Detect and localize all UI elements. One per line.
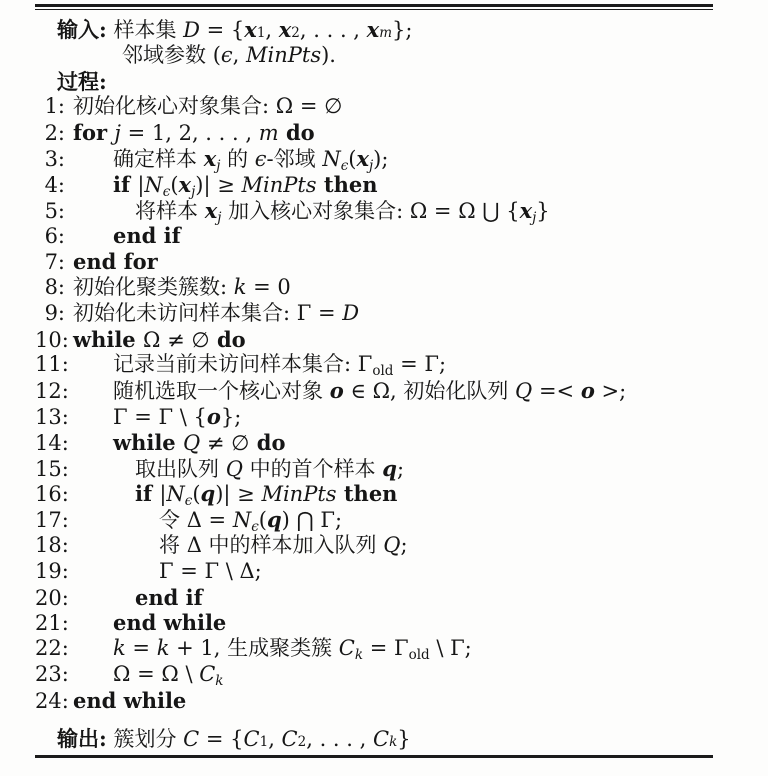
text-segment: Γ = Γ \ { [113, 404, 207, 429]
text-segment: D [183, 18, 200, 42]
algorithm-content [35, 10, 713, 751]
text-segment: then [336, 481, 398, 507]
line-number: 24: [35, 688, 69, 713]
line-number: 20: [35, 585, 69, 610]
algo-step-7 [35, 249, 713, 275]
line-content [73, 301, 359, 327]
text-segment: =< [532, 379, 581, 404]
text-segment: \ Γ; [429, 636, 472, 661]
top-rule-thick [35, 4, 713, 7]
text-segment: end if [135, 584, 203, 610]
line-content [73, 352, 446, 378]
text-segment: C [243, 726, 260, 751]
text-segment: D [342, 300, 360, 325]
line-content [73, 507, 342, 534]
algo-step-13 [35, 404, 713, 430]
algo-step-9 [35, 301, 713, 327]
text-segment: ); [373, 146, 389, 171]
subscript-segment: ϵ [251, 519, 259, 536]
algo-step-4 [35, 172, 713, 198]
text-segment: = Γ; [393, 352, 447, 377]
line-content [73, 688, 186, 715]
text-segment: ( [192, 482, 201, 507]
algo-step-23 [35, 662, 713, 688]
text-segment: MinPts [261, 482, 337, 507]
text-segment: x [204, 197, 218, 223]
text-segment: q [266, 507, 282, 533]
text-segment: 记录当前未访问样本集合: [113, 352, 358, 377]
text-segment: ( [348, 146, 357, 171]
text-segment: if [113, 171, 138, 197]
text-segment: -邻域 [266, 146, 323, 171]
text-segment: then [316, 171, 378, 197]
line-number: 14: [35, 430, 69, 455]
line-content [73, 585, 203, 612]
text-segment: k [233, 274, 247, 299]
text-segment: 确定样本 [113, 146, 204, 171]
line-number: 16: [35, 482, 69, 507]
text-segment: 初始化核心对象集合: [73, 94, 276, 119]
text-segment: C [372, 726, 390, 751]
subscript-segment: ϵ [184, 493, 193, 510]
text-segment: MinPts [246, 42, 322, 67]
subscript-segment: j [216, 157, 221, 174]
text-segment: N [166, 482, 185, 507]
text-segment: Ω = Ω \ [113, 661, 200, 686]
algo-step-3 [35, 146, 713, 172]
text-segment: 的 [220, 146, 255, 171]
text-segment: ; [396, 456, 405, 481]
text-segment: ) ⋂ Γ; [281, 508, 343, 533]
text-segment: C [281, 726, 298, 751]
line-content [73, 146, 388, 173]
text-segment: , [265, 18, 279, 42]
bottom-rule [35, 755, 713, 758]
subscript-segment: old [372, 363, 394, 380]
text-segment: ; [400, 532, 408, 557]
text-segment: x [356, 145, 369, 171]
text-segment: = Γ [363, 636, 409, 661]
text-segment: 邻域参数 [122, 42, 213, 67]
algo-step-16 [35, 481, 713, 510]
line-number: 9: [44, 300, 65, 325]
algo-step-21 [35, 610, 713, 636]
text-segment: q [382, 455, 397, 481]
line-number: 10: [35, 327, 69, 352]
text-segment: }; [392, 18, 413, 42]
text-segment: N [144, 172, 163, 197]
line-number: 17: [35, 508, 69, 533]
text-segment: = 0 [246, 274, 291, 299]
text-segment: if [135, 481, 160, 507]
text-segment: C [183, 726, 200, 751]
algo-step-18 [35, 533, 713, 559]
line-number: 22: [35, 636, 69, 661]
text-segment: 将样本 [135, 198, 205, 223]
subscript-segment: k [215, 672, 224, 689]
text-segment: do [209, 326, 246, 352]
algo-label-line [35, 69, 713, 95]
text-segment: Δ = [186, 508, 233, 533]
text-segment: x [519, 197, 533, 223]
text-segment: MinPts [241, 172, 317, 197]
text-segment: ). [321, 42, 336, 67]
line-content [73, 275, 291, 301]
line-content [73, 94, 342, 120]
text-segment: 初始化未访问样本集合: [73, 300, 297, 325]
text-segment: 输出: [57, 725, 107, 751]
algo-step-6 [35, 223, 713, 249]
text-segment: >; [594, 379, 627, 404]
text-segment: Γ = Γ \ Δ; [159, 558, 262, 583]
algo-step-20 [35, 585, 713, 611]
text-segment: while [113, 429, 183, 455]
text-segment: )| ≥ [195, 172, 242, 197]
text-segment: Δ [186, 532, 202, 557]
text-segment: = 1, 2, . . . , [120, 121, 259, 146]
text-segment: | [137, 172, 145, 197]
algo-step-2 [35, 120, 713, 146]
text-segment: , . . . , [299, 18, 367, 42]
line-content [73, 249, 158, 276]
text-segment: , [232, 42, 247, 67]
text-segment: 初始化聚类簇数: [73, 274, 234, 299]
text-segment: N [232, 508, 252, 533]
text-segment: 样本集 [106, 18, 184, 42]
text-segment: Γ [357, 352, 373, 377]
text-segment: ϵ [220, 42, 233, 67]
text-segment: ϵ [254, 146, 267, 171]
text-segment: N [322, 146, 341, 171]
line-content [73, 327, 246, 354]
text-segment: 簇划分 [106, 726, 184, 751]
subscript-segment: k [354, 647, 364, 664]
text-segment: 生成聚类簇 [220, 636, 339, 661]
line-content [73, 533, 408, 559]
line-number: 6: [44, 224, 65, 249]
text-segment: } [536, 198, 550, 223]
text-segment: , [268, 726, 282, 751]
text-segment: Q [515, 379, 533, 404]
text-segment: m [258, 121, 279, 146]
line-number: 19: [35, 558, 69, 583]
line-number: 11: [35, 352, 69, 377]
algo-cont-line [35, 43, 713, 69]
text-segment: 取出队列 [135, 456, 226, 481]
text-segment: Ω = Ω ⋃ { [409, 198, 520, 223]
line-number: 15: [35, 456, 69, 481]
text-segment: end if [113, 223, 181, 249]
text-segment: , . . . , [306, 726, 373, 751]
text-segment: 过程: [57, 68, 107, 94]
text-segment: 输入: [57, 17, 107, 42]
text-segment: do [278, 120, 315, 146]
text-segment: }; [220, 404, 242, 429]
text-segment: for [73, 120, 115, 146]
text-segment: end for [73, 249, 158, 275]
subscript-segment: j [191, 183, 196, 200]
line-content [73, 662, 223, 688]
algo-step-17 [35, 507, 713, 536]
line-number: 2: [44, 121, 65, 146]
text-segment: Q [225, 456, 243, 481]
line-content [73, 120, 315, 147]
text-segment: 中的样本加入队列 [201, 532, 384, 557]
text-segment: 将 [159, 532, 187, 557]
line-number: 1: [44, 94, 65, 119]
line-number: 21: [35, 611, 69, 636]
line-number: 3: [44, 146, 65, 171]
line-number: 5: [44, 198, 65, 223]
line-content [73, 430, 285, 457]
algo-step-12 [35, 378, 713, 404]
algorithm-box [35, 4, 713, 758]
text-segment: ( [258, 508, 267, 533]
text-segment: | [159, 482, 167, 507]
line-content [73, 481, 397, 508]
text-segment: Ω ≠ ∅ [142, 327, 210, 352]
text-segment: Q [182, 430, 201, 455]
text-segment: while [73, 326, 143, 352]
line-content [73, 559, 262, 585]
line-number: 12: [35, 379, 69, 404]
text-segment: end while [113, 610, 227, 636]
text-segment: j [114, 121, 121, 146]
line-number: 13: [35, 404, 69, 429]
text-segment: 令 [159, 508, 187, 533]
text-segment: )| ≥ [215, 482, 262, 507]
text-segment: x [278, 17, 292, 42]
text-segment: x [203, 145, 217, 171]
text-segment: x [178, 171, 192, 197]
text-segment: Γ = [296, 300, 343, 325]
text-segment: o [206, 403, 221, 429]
algo-step-24 [35, 688, 713, 714]
text-segment: C [338, 636, 355, 661]
subscript-segment: j [368, 157, 374, 174]
line-number: 8: [44, 274, 65, 299]
algo-step-22 [35, 636, 713, 662]
subscript-segment: j [217, 209, 222, 226]
text-segment: } [397, 726, 411, 751]
text-segment: end while [73, 687, 187, 713]
line-content [73, 198, 550, 225]
text-segment: o [580, 378, 595, 404]
algo-step-1 [35, 94, 713, 120]
subscript-segment: ϵ [340, 157, 349, 174]
line-number: 18: [35, 532, 69, 557]
text-segment: ( [212, 42, 221, 67]
algo-output-line: 输出: 簇划分 C = { C 1 , C 2 , . . . , C k } [57, 725, 411, 751]
text-segment: k [113, 636, 126, 661]
line-content [73, 610, 226, 637]
line-content [73, 172, 378, 199]
text-segment: 中的首个样本 [242, 456, 383, 481]
subscript-segment: j [532, 209, 537, 226]
line-number: 4: [44, 172, 65, 197]
text-segment: 加入核心对象集合: [221, 198, 410, 223]
line-content [73, 456, 404, 483]
text-segment: ≠ ∅ [200, 430, 250, 455]
algo-step-15 [35, 456, 713, 482]
text-segment: ∈ Ω, [343, 379, 397, 404]
text-segment: Ω = ∅ [275, 94, 343, 119]
line-content [73, 636, 472, 662]
text-segment: + 1, [169, 636, 221, 661]
text-segment: ( [170, 172, 179, 197]
text-segment: = { [199, 18, 245, 42]
subscript-segment: ϵ [162, 183, 171, 200]
algo-step-10 [35, 327, 713, 353]
text-segment: x [366, 17, 380, 42]
subscript-segment: old [408, 647, 430, 664]
algo-step-11 [35, 352, 713, 378]
line-content [73, 378, 626, 405]
line-content [73, 223, 181, 250]
text-segment: k [156, 636, 170, 661]
line-number: 23: [35, 661, 69, 686]
algo-step-19 [35, 559, 713, 585]
text-segment: o [329, 378, 344, 404]
text-segment: = { [199, 726, 244, 751]
text-segment: = [125, 636, 157, 661]
text-segment: Q [383, 532, 401, 557]
line-number: 7: [44, 250, 65, 275]
algo-input-line: 输入: 样本集 D = { x 1 , x 2 , . . . , x m }; [57, 17, 413, 42]
text-segment: C [199, 661, 216, 686]
line-content [73, 404, 241, 431]
text-segment: 随机选取一个核心对象 [113, 379, 330, 404]
text-segment: x [244, 17, 257, 42]
text-segment: q [200, 481, 216, 507]
algo-step-14 [35, 430, 713, 456]
text-segment: do [249, 429, 286, 455]
algo-step-5 [35, 198, 713, 224]
algo-step-8 [35, 275, 713, 301]
text-segment: 初始化队列 [396, 379, 516, 404]
